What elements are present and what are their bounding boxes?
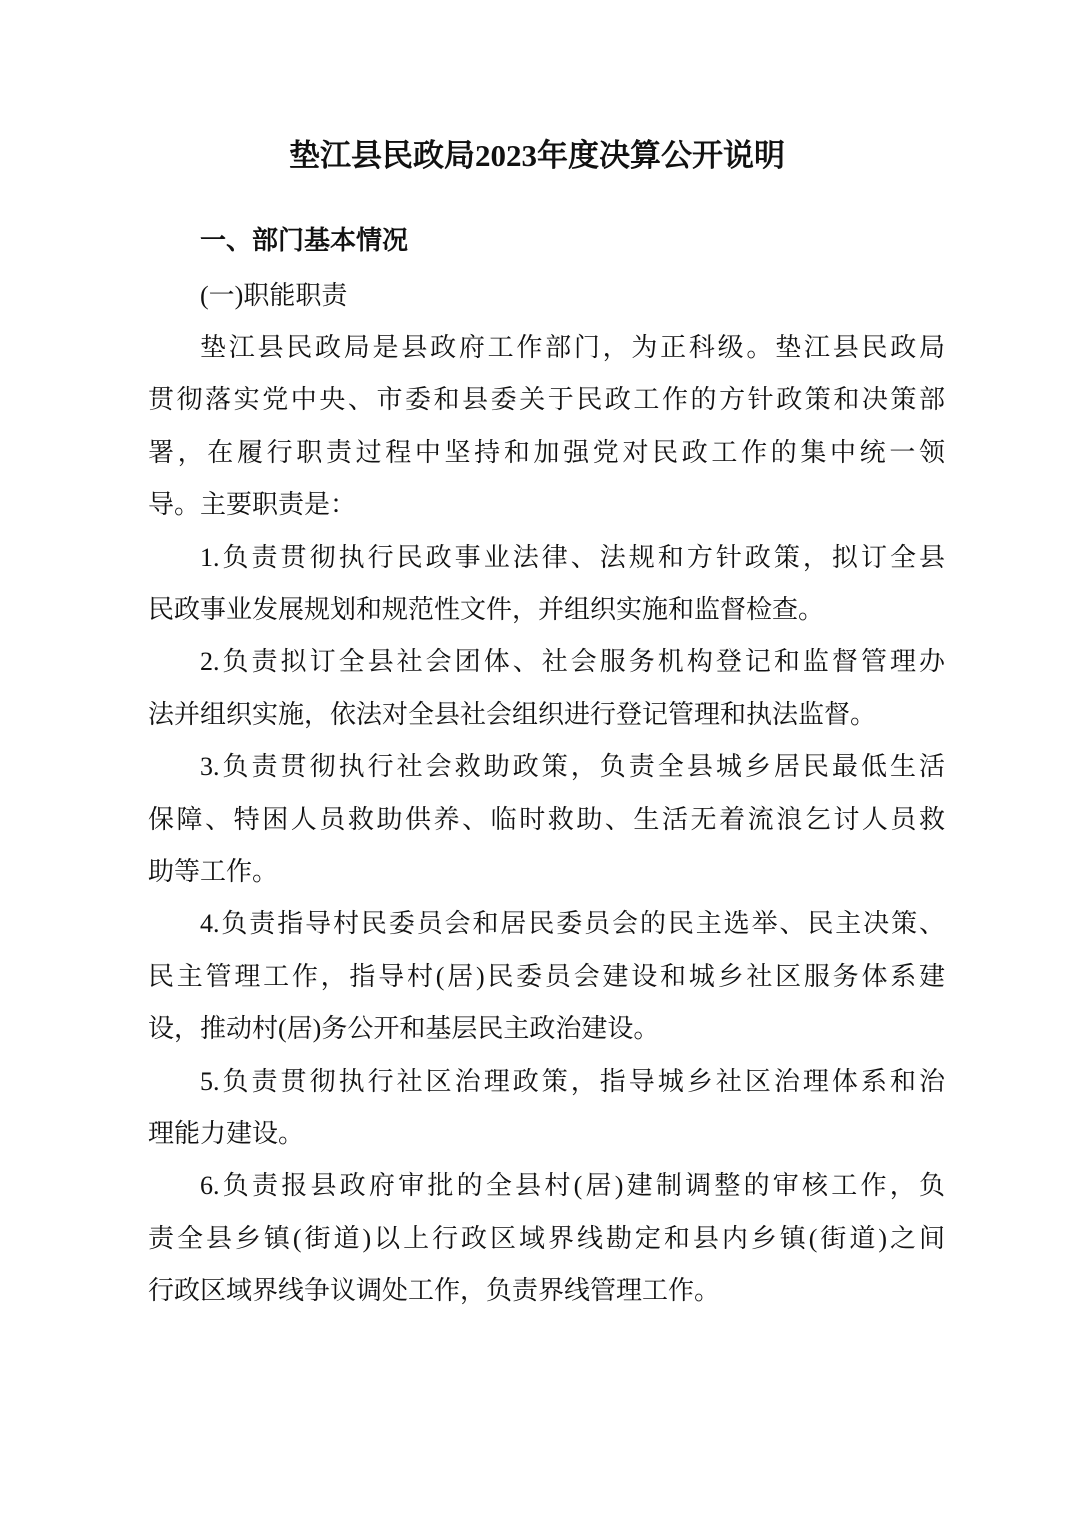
subsection-heading: (一)职能职责	[200, 281, 348, 310]
paragraph-line: 行政区域界线争议调处工作，负责界线管理工作。	[148, 1276, 721, 1306]
paragraph-line: 保障、特困人员救助供养、临时救助、生活无着流浪乞讨人员救	[148, 804, 945, 834]
paragraph-line: 导。主要职责是：	[148, 490, 357, 520]
paragraph-line: 助等工作。	[148, 857, 279, 886]
paragraph-line: 民主管理工作，指导村(居)民委员会建设和城乡社区服务体系建	[148, 961, 945, 991]
paragraph-line: 垫江县民政局是县政府工作部门，为正科级。垫江县民政局	[200, 333, 945, 362]
paragraph-line: 1.负责贯彻执行民政事业法律、法规和方针政策，拟订全县	[200, 542, 945, 572]
section-heading: 一、部门基本情况	[200, 226, 409, 256]
paragraph-line: 贯彻落实党中央、市委和县委关于民政工作的方针政策和决策部	[148, 385, 945, 415]
paragraph-line: 5.负责贯彻执行社区治理政策，指导城乡社区治理体系和治	[200, 1066, 945, 1096]
paragraph-line: 4.负责指导村民委员会和居民委员会的民主选举、民主决策、	[200, 909, 945, 939]
paragraph-line: 责全县乡镇(街道)以上行政区域界线勘定和县内乡镇(街道)之间	[148, 1223, 945, 1253]
paragraph-line: 6.负责报县政府审批的全县村(居)建制调整的审核工作，负	[200, 1171, 945, 1201]
paragraph-line: 理能力建设。	[148, 1119, 305, 1148]
paragraph-line: 法并组织实施，依法对全县社会组织进行登记管理和执法监督。	[148, 699, 877, 729]
document-title: 垫江县民政局2023年度决算公开说明	[289, 138, 785, 173]
paragraph-line: 2.负责拟订全县社会团体、社会服务机构登记和监督管理办	[200, 647, 945, 677]
paragraph-line: 署，在履行职责过程中坚持和加强党对民政工作的集中统一领	[148, 437, 945, 467]
paragraph-line: 民政事业发展规划和规范性文件，并组织实施和监督检查。	[148, 595, 825, 624]
paragraph-line: 设，推动村(居)务公开和基层民主政治建设。	[148, 1014, 660, 1044]
paragraph-line: 3.负责贯彻执行社会救助政策，负责全县城乡居民最低生活	[200, 752, 945, 782]
